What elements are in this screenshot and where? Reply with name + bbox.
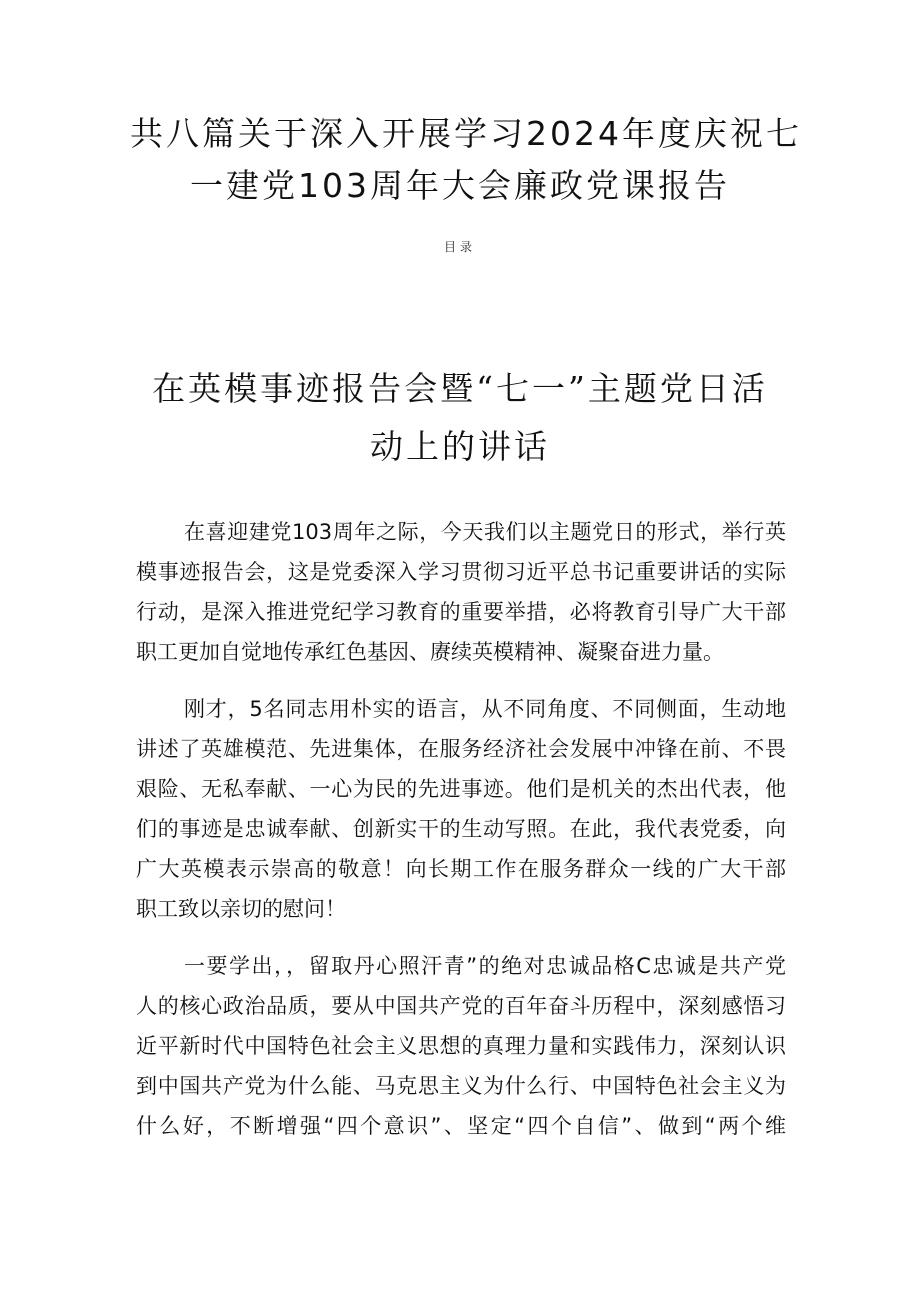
- paragraph-line: 一要学出，，留取丹心照汗青”的绝对忠诚品格C忠诚是共产党: [184, 954, 786, 978]
- paragraph-3: [136, 946, 786, 1146]
- paragraph-line: 讲述了英雄模范、先进集体，在服务经济社会发展中冲锋在前、不畏: [136, 737, 786, 761]
- paragraph-line: 行动，是深入推进党纪学习教育的重要举措，必将教育引导广大干部: [136, 600, 786, 624]
- speech-body: [136, 512, 786, 1163]
- paragraph-1: [136, 512, 786, 672]
- paragraph-line: 到中国共产党为什么能、马克思主义为什么行、中国特色社会主义为: [136, 1074, 786, 1098]
- paragraph-line: 艰险、无私奉献、一心为民的先进事迹。他们是机关的杰出代表，他: [136, 777, 786, 801]
- document-title: [130, 108, 802, 212]
- paragraph-line: 在喜迎建党103周年之际，今天我们以主题党日的形式，举行英: [184, 520, 786, 544]
- document-title-line-2: 一建党103周年大会廉政党课报告: [190, 166, 730, 205]
- speech-title-line-2: 动上的讲话: [370, 427, 550, 466]
- paragraph-line: 职工更加自觉地传承红色基因、赓续英模精神、凝聚奋进力量。: [136, 640, 724, 664]
- paragraph-2: [136, 689, 786, 929]
- speech-title-line-1: 在英模事迹报告会暨“七一”主题党日活: [152, 369, 768, 408]
- paragraph-line: 们的事迹是忠诚奉献、创新实干的生动写照。在此，我代表党委，向: [136, 817, 786, 841]
- document-title-line-1: 共八篇关于深入开展学习2024年度庆祝七: [130, 114, 802, 153]
- paragraph-line: 近平新时代中国特色社会主义思想的真理力量和实践伟力，深刻认识: [136, 1034, 786, 1058]
- paragraph-line: 职工致以亲切的慰问！: [136, 897, 346, 921]
- paragraph-line: 人的核心政治品质，要从中国共产党的百年奋斗历程中，深刻感悟习: [136, 994, 786, 1018]
- paragraph-line: 刚才，5名同志用朴实的语言，从不同角度、不同侧面，生动地: [184, 697, 786, 721]
- speech-title: [120, 360, 800, 476]
- paragraph-line: 模事迹报告会，这是党委深入学习贯彻习近平总书记重要讲话的实际: [136, 560, 786, 584]
- paragraph-line: 广大英模表示崇高的敬意！向长期工作在服务群众一线的广大干部: [136, 857, 786, 881]
- paragraph-line: 什么好，不断增强“四个意识”、坚定“四个自信”、做到“两个维: [136, 1114, 786, 1138]
- toc-label: 目录: [443, 240, 476, 254]
